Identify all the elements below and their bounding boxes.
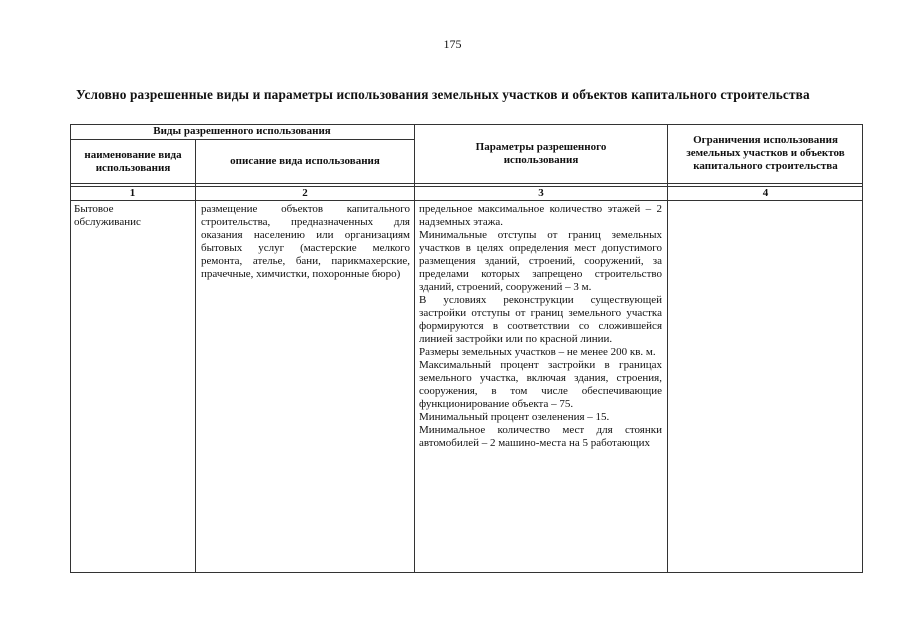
- column-number: 1: [129, 187, 136, 199]
- page-number: 175: [443, 37, 462, 51]
- column-number: 2: [302, 187, 308, 199]
- parameter-item: Минимальное количество мест для стоянки автомобилей – 2 машино-места на 5 работающих: [419, 424, 662, 449]
- table-rule: [70, 200, 863, 201]
- header-use-type-description: описание вида использования: [230, 155, 380, 167]
- column-number: 4: [762, 187, 769, 199]
- use-parameters: [419, 203, 662, 450]
- use-type-name: Бытовое обслуживанис: [74, 203, 141, 228]
- table-rule: [70, 183, 863, 184]
- parameter-item: Минимальные отступы от границ земельных участков в целях определения мест допустимого размещения зданий, строений, сооружений, за пределами которых запрещено строительство зданий, строений, сооружений – 3 м.: [419, 229, 662, 293]
- parameter-item: В условиях реконструкции существующей застройки отступы от границ земельного участка формируются в соответствии со сложившейся линией застройки или по красной линии.: [419, 294, 662, 345]
- parameter-item: Максимальный процент застройки в границах земельного участка, включая здания, строения, сооружения, в том числе обеспечивающие функционирование объекта – 75.: [419, 359, 662, 410]
- header-use-restrictions: Ограничения использования земельных участков и объектов капитального строительства: [686, 134, 845, 172]
- table-rule: [195, 139, 196, 573]
- header-permitted-use-types: Виды разрешенного использования: [153, 125, 331, 137]
- document-title: Условно разрешенные виды и параметры использования земельных участков и объектов капитального строительства: [76, 87, 810, 102]
- parameter-item: Размеры земельных участков – не менее 200 кв. м.: [419, 346, 656, 358]
- header-use-parameters: Параметры разрешенного использования: [475, 140, 607, 166]
- header-use-type-name: наименование вида использования: [84, 148, 182, 174]
- column-number: 3: [538, 187, 544, 199]
- parameter-item: предельное максимальное количество этажей – 2 надземных этажа.: [419, 203, 662, 228]
- use-type-description: размещение объектов капитального строительства, предназначенных для оказания населению или организациям бытовых услуг (мастерские мелкого ремонта, ателье, бани, парикмахерские, прачечные, химчистки, похоронные бюро): [201, 203, 410, 280]
- parameter-item: Минимальный процент озеленения – 15.: [419, 411, 610, 423]
